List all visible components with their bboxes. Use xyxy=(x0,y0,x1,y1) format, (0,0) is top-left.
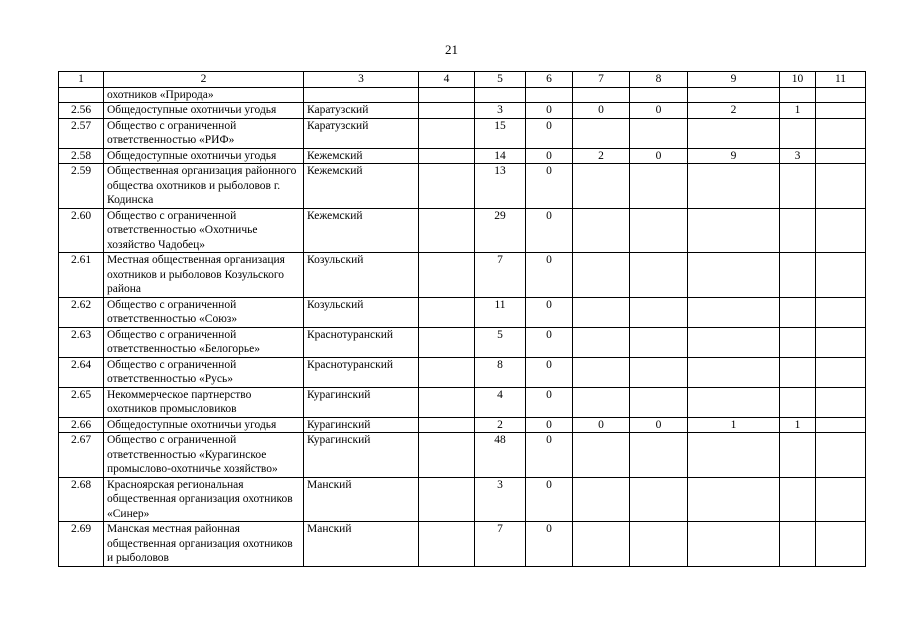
col-5: 14 xyxy=(475,148,526,164)
col-4 xyxy=(419,417,475,433)
col-11 xyxy=(816,433,866,478)
col-6: 0 xyxy=(526,164,573,209)
col-6: 0 xyxy=(526,208,573,253)
col-6: 0 xyxy=(526,522,573,567)
col-11 xyxy=(816,327,866,357)
table-row xyxy=(59,253,866,298)
table-row xyxy=(59,417,866,433)
col-5: 15 xyxy=(475,118,526,148)
organization-name: Общественная организация районного общества охотников и рыболовов г. Кодинска xyxy=(104,164,304,209)
col-10 xyxy=(780,387,816,417)
col-10 xyxy=(780,433,816,478)
col-6: 0 xyxy=(526,417,573,433)
col-8 xyxy=(630,253,688,298)
organization-name: Общество с ограниченной ответственностью «Белогорье» xyxy=(104,327,304,357)
district-name: Курагинский xyxy=(304,417,419,433)
district-name: Кежемский xyxy=(304,164,419,209)
column-header: 3 xyxy=(304,72,419,88)
col-8 xyxy=(630,208,688,253)
district-name: Козульский xyxy=(304,297,419,327)
col-4 xyxy=(419,387,475,417)
table-row xyxy=(59,433,866,478)
col-7 xyxy=(573,118,630,148)
table-row xyxy=(59,327,866,357)
row-number: 2.66 xyxy=(59,417,104,433)
organization-name: Общедоступные охотничьи угодья xyxy=(104,417,304,433)
col-9: 9 xyxy=(688,148,780,164)
col-5: 11 xyxy=(475,297,526,327)
column-header: 8 xyxy=(630,72,688,88)
row-number: 2.69 xyxy=(59,522,104,567)
district-name: Кежемский xyxy=(304,148,419,164)
continuation-row xyxy=(59,87,866,103)
col-9: 1 xyxy=(688,417,780,433)
table-row xyxy=(59,118,866,148)
table-row xyxy=(59,477,866,522)
col-9 xyxy=(688,118,780,148)
col-4 xyxy=(419,164,475,209)
col-4 xyxy=(419,477,475,522)
col-6: 0 xyxy=(526,253,573,298)
organization-name: Общество с ограниченной ответственностью «РИФ» xyxy=(104,118,304,148)
table-row xyxy=(59,522,866,567)
page-number: 21 xyxy=(445,42,458,57)
column-header: 9 xyxy=(688,72,780,88)
col-6: 0 xyxy=(526,357,573,387)
col-9 xyxy=(688,253,780,298)
col-11 xyxy=(816,164,866,209)
col-7: 0 xyxy=(573,103,630,119)
organization-name: Общество с ограниченной ответственностью «Русь» xyxy=(104,357,304,387)
col-9 xyxy=(688,164,780,209)
header-row xyxy=(59,72,866,88)
col-4 xyxy=(419,208,475,253)
col-5: 29 xyxy=(475,208,526,253)
col-11 xyxy=(816,357,866,387)
col-7 xyxy=(573,297,630,327)
organization-name: Красноярская региональная общественная организация охотников «Синер» xyxy=(104,477,304,522)
col-7 xyxy=(573,522,630,567)
district-name: Каратузский xyxy=(304,103,419,119)
organization-name: Общедоступные охотничьи угодья xyxy=(104,148,304,164)
district-name: Кежемский xyxy=(304,208,419,253)
col-7: 0 xyxy=(573,417,630,433)
col-8 xyxy=(630,357,688,387)
district-name: Краснотуранский xyxy=(304,357,419,387)
col-8 xyxy=(630,477,688,522)
col-11 xyxy=(816,522,866,567)
col-4 xyxy=(419,433,475,478)
col-10 xyxy=(780,208,816,253)
row-number: 2.65 xyxy=(59,387,104,417)
row-number: 2.61 xyxy=(59,253,104,298)
table-row xyxy=(59,357,866,387)
col-8 xyxy=(630,297,688,327)
row-number: 2.63 xyxy=(59,327,104,357)
col-7 xyxy=(573,327,630,357)
row-number: 2.67 xyxy=(59,433,104,478)
col-10 xyxy=(780,297,816,327)
row-number: 2.58 xyxy=(59,148,104,164)
row-number: 2.62 xyxy=(59,297,104,327)
organization-name: Общество с ограниченной ответственностью «Союз» xyxy=(104,297,304,327)
column-header: 5 xyxy=(475,72,526,88)
col-6: 0 xyxy=(526,148,573,164)
col-11 xyxy=(816,253,866,298)
organization-name: Общедоступные охотничьи угодья xyxy=(104,103,304,119)
organization-name: Некоммерческое партнерство охотников промысловиков xyxy=(104,387,304,417)
col-8 xyxy=(630,387,688,417)
col-9 xyxy=(688,387,780,417)
district-name: Курагинский xyxy=(304,433,419,478)
col-9 xyxy=(688,477,780,522)
col-9 xyxy=(688,357,780,387)
data-table xyxy=(58,71,866,567)
col-5: 13 xyxy=(475,164,526,209)
col-10: 1 xyxy=(780,103,816,119)
col-5: 3 xyxy=(475,477,526,522)
col-11 xyxy=(816,477,866,522)
col-8 xyxy=(630,118,688,148)
col-4 xyxy=(419,522,475,567)
col-5: 8 xyxy=(475,357,526,387)
organization-name: Общество с ограниченной ответственностью «Курагинское промыслово-охотничье хозяйство» xyxy=(104,433,304,478)
col-7 xyxy=(573,357,630,387)
col-8 xyxy=(630,327,688,357)
col-9 xyxy=(688,208,780,253)
table-row xyxy=(59,387,866,417)
column-header: 1 xyxy=(59,72,104,88)
col-5: 5 xyxy=(475,327,526,357)
col-10 xyxy=(780,477,816,522)
col-5: 3 xyxy=(475,103,526,119)
col-4 xyxy=(419,103,475,119)
col-8: 0 xyxy=(630,148,688,164)
row-number: 2.60 xyxy=(59,208,104,253)
col-10 xyxy=(780,253,816,298)
col-7 xyxy=(573,253,630,298)
col-7 xyxy=(573,433,630,478)
table-row xyxy=(59,208,866,253)
row-number: 2.56 xyxy=(59,103,104,119)
col-10 xyxy=(780,357,816,387)
col-8: 0 xyxy=(630,103,688,119)
col-7: 2 xyxy=(573,148,630,164)
col-11 xyxy=(816,417,866,433)
col-4 xyxy=(419,118,475,148)
col-8 xyxy=(630,522,688,567)
col-7 xyxy=(573,208,630,253)
table-row xyxy=(59,297,866,327)
organization-name: Общество с ограниченной ответственностью «Охотничье хозяйство Чадобец» xyxy=(104,208,304,253)
col-9: 2 xyxy=(688,103,780,119)
organization-name: Манская местная районная общественная организация охотников и рыболовов xyxy=(104,522,304,567)
col-6: 0 xyxy=(526,327,573,357)
col-6: 0 xyxy=(526,297,573,327)
organization-name: Местная общественная организация охотников и рыболовов Козульского района xyxy=(104,253,304,298)
col-11 xyxy=(816,148,866,164)
column-header: 7 xyxy=(573,72,630,88)
col-10 xyxy=(780,327,816,357)
col-11 xyxy=(816,208,866,253)
col-10: 1 xyxy=(780,417,816,433)
col-4 xyxy=(419,297,475,327)
table-row xyxy=(59,148,866,164)
col-5: 2 xyxy=(475,417,526,433)
col-8: 0 xyxy=(630,417,688,433)
continuation-text: охотников «Природа» xyxy=(104,87,304,103)
col-6: 0 xyxy=(526,477,573,522)
column-header: 6 xyxy=(526,72,573,88)
col-4 xyxy=(419,148,475,164)
row-number: 2.57 xyxy=(59,118,104,148)
district-name: Манский xyxy=(304,522,419,567)
table-row xyxy=(59,164,866,209)
col-6: 0 xyxy=(526,103,573,119)
col-11 xyxy=(816,297,866,327)
col-8 xyxy=(630,164,688,209)
row-number: 2.64 xyxy=(59,357,104,387)
col-10 xyxy=(780,118,816,148)
col-5: 7 xyxy=(475,253,526,298)
col-6: 0 xyxy=(526,433,573,478)
col-5: 4 xyxy=(475,387,526,417)
district-name: Курагинский xyxy=(304,387,419,417)
col-9 xyxy=(688,297,780,327)
col-8 xyxy=(630,433,688,478)
col-11 xyxy=(816,118,866,148)
column-header: 11 xyxy=(816,72,866,88)
row-number: 2.68 xyxy=(59,477,104,522)
col-6: 0 xyxy=(526,387,573,417)
col-9 xyxy=(688,522,780,567)
column-header: 10 xyxy=(780,72,816,88)
district-name: Манский xyxy=(304,477,419,522)
col-11 xyxy=(816,103,866,119)
row-number: 2.59 xyxy=(59,164,104,209)
col-10 xyxy=(780,522,816,567)
table-row xyxy=(59,103,866,119)
col-7 xyxy=(573,387,630,417)
col-7 xyxy=(573,477,630,522)
district-name: Каратузский xyxy=(304,118,419,148)
district-name: Козульский xyxy=(304,253,419,298)
col-11 xyxy=(816,387,866,417)
col-9 xyxy=(688,433,780,478)
col-7 xyxy=(573,164,630,209)
col-4 xyxy=(419,253,475,298)
col-4 xyxy=(419,357,475,387)
col-10: 3 xyxy=(780,148,816,164)
column-header: 4 xyxy=(419,72,475,88)
col-6: 0 xyxy=(526,118,573,148)
column-header: 2 xyxy=(104,72,304,88)
col-10 xyxy=(780,164,816,209)
district-name: Краснотуранский xyxy=(304,327,419,357)
col-5: 48 xyxy=(475,433,526,478)
col-4 xyxy=(419,327,475,357)
col-5: 7 xyxy=(475,522,526,567)
col-9 xyxy=(688,327,780,357)
